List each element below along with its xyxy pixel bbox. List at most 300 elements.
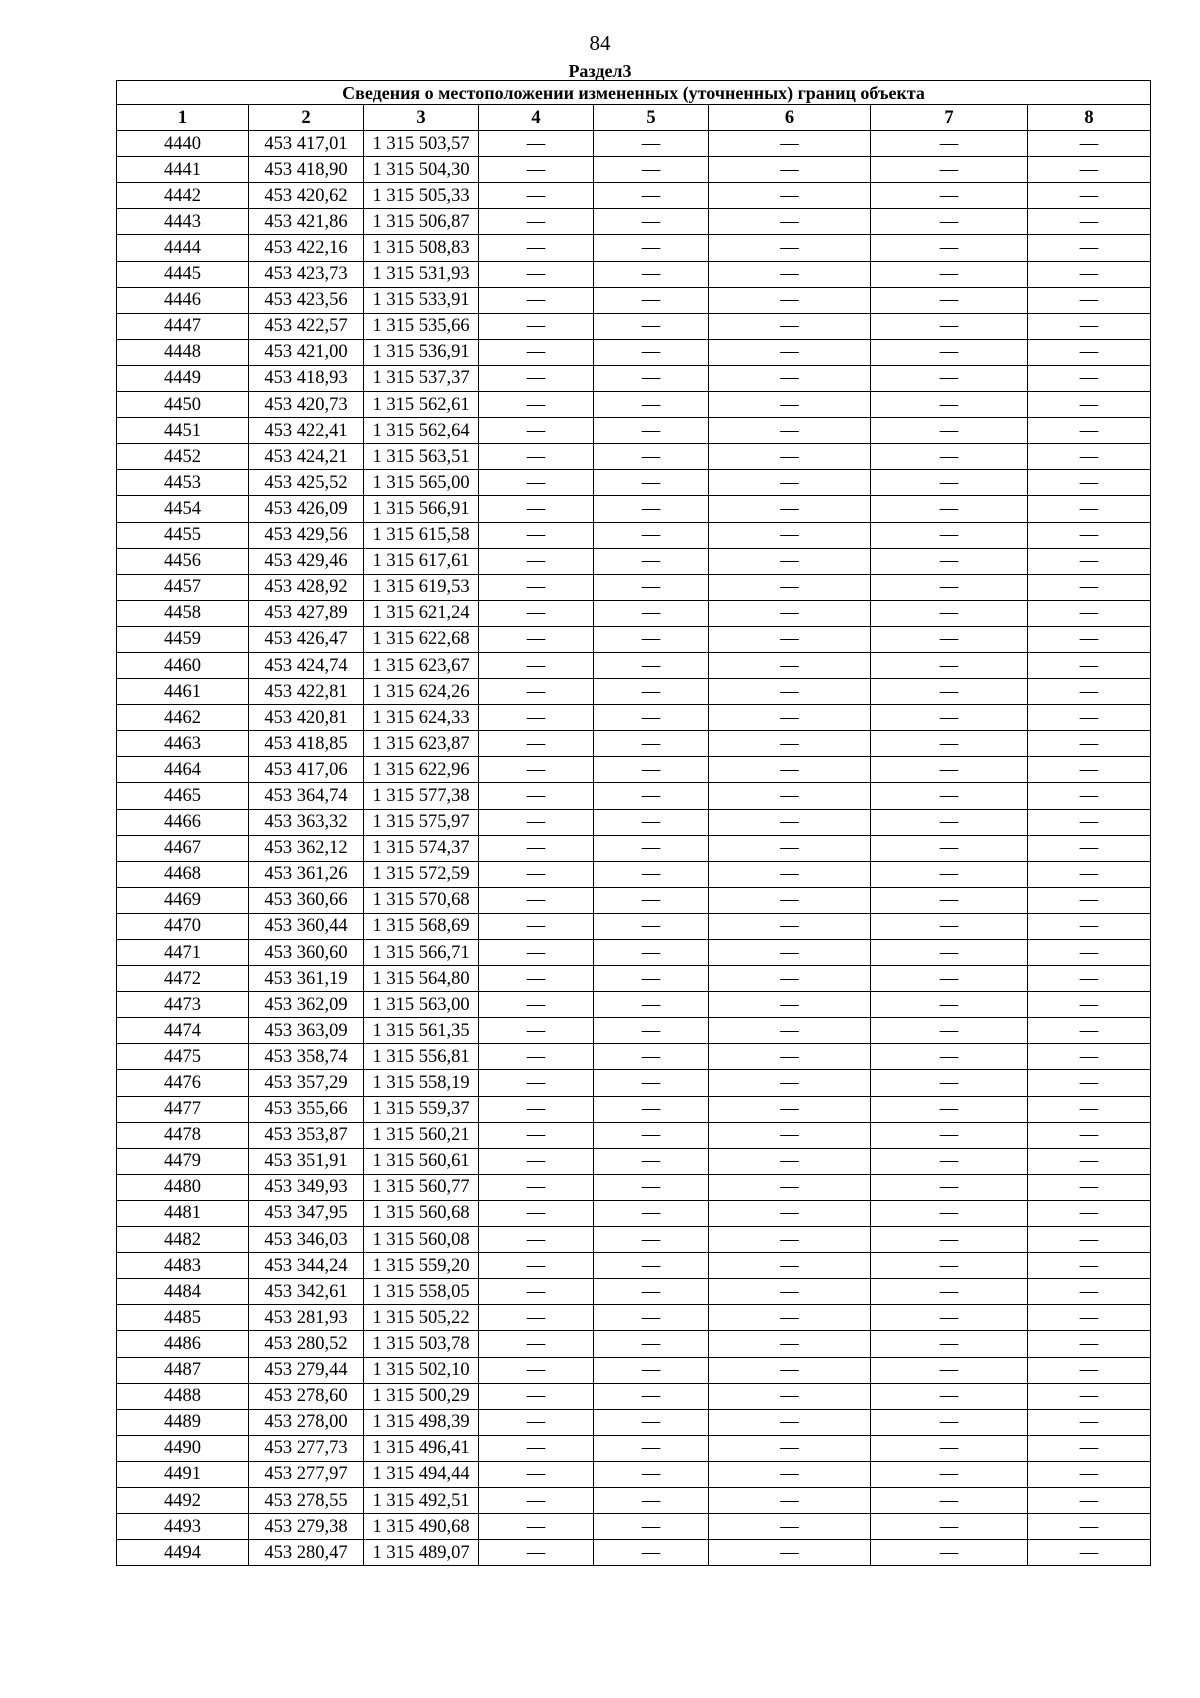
empty-value-cell: —	[594, 1044, 709, 1070]
table-row	[117, 470, 1151, 496]
empty-value-cell: —	[709, 1305, 871, 1331]
empty-value-cell: —	[871, 418, 1028, 444]
empty-value-cell: —	[594, 444, 709, 470]
point-number-cell: 4448	[117, 339, 249, 365]
empty-value-cell: —	[1028, 1461, 1151, 1487]
empty-value-cell: —	[1028, 574, 1151, 600]
empty-value-cell: —	[709, 835, 871, 861]
empty-value-cell: —	[871, 444, 1028, 470]
empty-value-cell: —	[709, 261, 871, 287]
point-number-cell: 4468	[117, 861, 249, 887]
empty-value-cell: —	[871, 522, 1028, 548]
x-coordinate-cell: 453 422,41	[249, 418, 364, 444]
table-row	[117, 1461, 1151, 1487]
empty-value-cell: —	[1028, 339, 1151, 365]
empty-value-cell: —	[871, 1253, 1028, 1279]
empty-value-cell: —	[594, 1357, 709, 1383]
x-coordinate-cell: 453 423,56	[249, 287, 364, 313]
page-number: 84	[589, 31, 611, 55]
empty-value-cell: —	[479, 131, 594, 157]
empty-value-cell: —	[594, 522, 709, 548]
y-coordinate-cell: 1 315 496,41	[364, 1435, 479, 1461]
empty-value-cell: —	[871, 861, 1028, 887]
empty-value-cell: —	[1028, 731, 1151, 757]
table-row	[117, 1018, 1151, 1044]
point-number-cell: 4483	[117, 1253, 249, 1279]
x-coordinate-cell: 453 420,62	[249, 183, 364, 209]
empty-value-cell: —	[1028, 809, 1151, 835]
table-row	[117, 548, 1151, 574]
x-coordinate-cell: 453 278,60	[249, 1383, 364, 1409]
empty-value-cell: —	[479, 887, 594, 913]
empty-value-cell: —	[709, 809, 871, 835]
empty-value-cell: —	[1028, 261, 1151, 287]
empty-value-cell: —	[1028, 600, 1151, 626]
empty-value-cell: —	[479, 835, 594, 861]
y-coordinate-cell: 1 315 615,58	[364, 522, 479, 548]
column-header-7: 7	[871, 105, 1028, 131]
empty-value-cell: —	[594, 1540, 709, 1566]
empty-value-cell: —	[479, 1409, 594, 1435]
point-number-cell: 4473	[117, 992, 249, 1018]
empty-value-cell: —	[594, 1305, 709, 1331]
empty-value-cell: —	[709, 548, 871, 574]
table-row	[117, 1200, 1151, 1226]
empty-value-cell: —	[1028, 626, 1151, 652]
table-row	[117, 913, 1151, 939]
point-number-cell: 4480	[117, 1174, 249, 1200]
y-coordinate-cell: 1 315 506,87	[364, 209, 479, 235]
y-coordinate-cell: 1 315 561,35	[364, 1018, 479, 1044]
empty-value-cell: —	[1028, 757, 1151, 783]
empty-value-cell: —	[1028, 1018, 1151, 1044]
y-coordinate-cell: 1 315 577,38	[364, 783, 479, 809]
empty-value-cell: —	[1028, 209, 1151, 235]
point-number-cell: 4455	[117, 522, 249, 548]
x-coordinate-cell: 453 349,93	[249, 1174, 364, 1200]
empty-value-cell: —	[871, 339, 1028, 365]
empty-value-cell: —	[594, 470, 709, 496]
empty-value-cell: —	[1028, 861, 1151, 887]
empty-value-cell: —	[871, 757, 1028, 783]
empty-value-cell: —	[479, 235, 594, 261]
table-row	[117, 940, 1151, 966]
empty-value-cell: —	[594, 1200, 709, 1226]
empty-value-cell: —	[1028, 1253, 1151, 1279]
empty-value-cell: —	[709, 1070, 871, 1096]
empty-value-cell: —	[479, 652, 594, 678]
empty-value-cell: —	[594, 1331, 709, 1357]
point-number-cell: 4449	[117, 365, 249, 391]
empty-value-cell: —	[479, 1487, 594, 1513]
empty-value-cell: —	[479, 1122, 594, 1148]
empty-value-cell: —	[871, 1148, 1028, 1174]
empty-value-cell: —	[709, 444, 871, 470]
empty-value-cell: —	[1028, 783, 1151, 809]
empty-value-cell: —	[594, 731, 709, 757]
empty-value-cell: —	[1028, 418, 1151, 444]
y-coordinate-cell: 1 315 536,91	[364, 339, 479, 365]
empty-value-cell: —	[594, 1461, 709, 1487]
table-row	[117, 1514, 1151, 1540]
empty-value-cell: —	[479, 574, 594, 600]
empty-value-cell: —	[479, 731, 594, 757]
y-coordinate-cell: 1 315 566,71	[364, 940, 479, 966]
empty-value-cell: —	[479, 1070, 594, 1096]
table-row	[117, 157, 1151, 183]
y-coordinate-cell: 1 315 498,39	[364, 1409, 479, 1435]
empty-value-cell: —	[709, 1148, 871, 1174]
y-coordinate-cell: 1 315 560,77	[364, 1174, 479, 1200]
empty-value-cell: —	[871, 1540, 1028, 1566]
y-coordinate-cell: 1 315 623,87	[364, 731, 479, 757]
x-coordinate-cell: 453 355,66	[249, 1096, 364, 1122]
y-coordinate-cell: 1 315 562,64	[364, 418, 479, 444]
x-coordinate-cell: 453 417,01	[249, 131, 364, 157]
x-coordinate-cell: 453 279,38	[249, 1514, 364, 1540]
empty-value-cell: —	[709, 1435, 871, 1461]
table-row	[117, 496, 1151, 522]
empty-value-cell: —	[871, 235, 1028, 261]
empty-value-cell: —	[594, 940, 709, 966]
empty-value-cell: —	[1028, 1383, 1151, 1409]
empty-value-cell: —	[871, 1200, 1028, 1226]
point-number-cell: 4460	[117, 652, 249, 678]
table-row	[117, 1435, 1151, 1461]
y-coordinate-cell: 1 315 562,61	[364, 392, 479, 418]
y-coordinate-cell: 1 315 564,80	[364, 966, 479, 992]
y-coordinate-cell: 1 315 560,61	[364, 1148, 479, 1174]
empty-value-cell: —	[709, 522, 871, 548]
empty-value-cell: —	[594, 835, 709, 861]
table-row	[117, 1487, 1151, 1513]
empty-value-cell: —	[871, 1435, 1028, 1461]
point-number-cell: 4466	[117, 809, 249, 835]
point-number-cell: 4446	[117, 287, 249, 313]
table-row	[117, 757, 1151, 783]
point-number-cell: 4456	[117, 548, 249, 574]
point-number-cell: 4451	[117, 418, 249, 444]
point-number-cell: 4474	[117, 1018, 249, 1044]
empty-value-cell: —	[479, 705, 594, 731]
point-number-cell: 4440	[117, 131, 249, 157]
empty-value-cell: —	[594, 313, 709, 339]
empty-value-cell: —	[594, 1018, 709, 1044]
table-row	[117, 652, 1151, 678]
point-number-cell: 4465	[117, 783, 249, 809]
y-coordinate-cell: 1 315 494,44	[364, 1461, 479, 1487]
point-number-cell: 4482	[117, 1227, 249, 1253]
y-coordinate-cell: 1 315 504,30	[364, 157, 479, 183]
y-coordinate-cell: 1 315 622,96	[364, 757, 479, 783]
empty-value-cell: —	[479, 1357, 594, 1383]
x-coordinate-cell: 453 351,91	[249, 1148, 364, 1174]
y-coordinate-cell: 1 315 559,20	[364, 1253, 479, 1279]
table-row	[117, 287, 1151, 313]
table-row	[117, 1409, 1151, 1435]
empty-value-cell: —	[594, 1148, 709, 1174]
empty-value-cell: —	[479, 1383, 594, 1409]
empty-value-cell: —	[709, 626, 871, 652]
point-number-cell: 4486	[117, 1331, 249, 1357]
empty-value-cell: —	[479, 913, 594, 939]
column-header-6: 6	[709, 105, 871, 131]
x-coordinate-cell: 453 364,74	[249, 783, 364, 809]
empty-value-cell: —	[1028, 679, 1151, 705]
empty-value-cell: —	[871, 131, 1028, 157]
empty-value-cell: —	[709, 574, 871, 600]
empty-value-cell: —	[1028, 1174, 1151, 1200]
y-coordinate-cell: 1 315 556,81	[364, 1044, 479, 1070]
empty-value-cell: —	[1028, 548, 1151, 574]
empty-value-cell: —	[709, 1200, 871, 1226]
column-header-row	[117, 105, 1151, 131]
empty-value-cell: —	[594, 966, 709, 992]
empty-value-cell: —	[709, 1044, 871, 1070]
table-row	[117, 313, 1151, 339]
empty-value-cell: —	[871, 652, 1028, 678]
x-coordinate-cell: 453 277,73	[249, 1435, 364, 1461]
empty-value-cell: —	[709, 157, 871, 183]
y-coordinate-cell: 1 315 565,00	[364, 470, 479, 496]
table-row	[117, 339, 1151, 365]
empty-value-cell: —	[709, 887, 871, 913]
empty-value-cell: —	[709, 652, 871, 678]
empty-value-cell: —	[871, 496, 1028, 522]
empty-value-cell: —	[709, 418, 871, 444]
point-number-cell: 4443	[117, 209, 249, 235]
empty-value-cell: —	[1028, 940, 1151, 966]
x-coordinate-cell: 453 347,95	[249, 1200, 364, 1226]
empty-value-cell: —	[479, 392, 594, 418]
empty-value-cell: —	[709, 913, 871, 939]
empty-value-cell: —	[1028, 1514, 1151, 1540]
x-coordinate-cell: 453 361,19	[249, 966, 364, 992]
x-coordinate-cell: 453 353,87	[249, 1122, 364, 1148]
table-row	[117, 444, 1151, 470]
table-row	[117, 731, 1151, 757]
table-row	[117, 1305, 1151, 1331]
empty-value-cell: —	[709, 1227, 871, 1253]
empty-value-cell: —	[709, 1487, 871, 1513]
table-row	[117, 183, 1151, 209]
x-coordinate-cell: 453 362,12	[249, 835, 364, 861]
table-row	[117, 600, 1151, 626]
x-coordinate-cell: 453 422,81	[249, 679, 364, 705]
empty-value-cell: —	[871, 679, 1028, 705]
x-coordinate-cell: 453 418,90	[249, 157, 364, 183]
x-coordinate-cell: 453 424,74	[249, 652, 364, 678]
table-row	[117, 261, 1151, 287]
point-number-cell: 4494	[117, 1540, 249, 1566]
column-header-5: 5	[594, 105, 709, 131]
empty-value-cell: —	[709, 1514, 871, 1540]
table-row	[117, 809, 1151, 835]
empty-value-cell: —	[709, 339, 871, 365]
x-coordinate-cell: 453 429,56	[249, 522, 364, 548]
empty-value-cell: —	[594, 1409, 709, 1435]
table-row	[117, 1227, 1151, 1253]
point-number-cell: 4467	[117, 835, 249, 861]
empty-value-cell: —	[709, 940, 871, 966]
column-header-2: 2	[249, 105, 364, 131]
coordinates-table	[116, 80, 1151, 1566]
empty-value-cell: —	[1028, 313, 1151, 339]
y-coordinate-cell: 1 315 503,78	[364, 1331, 479, 1357]
empty-value-cell: —	[709, 287, 871, 313]
x-coordinate-cell: 453 363,09	[249, 1018, 364, 1044]
empty-value-cell: —	[1028, 1331, 1151, 1357]
x-coordinate-cell: 453 426,09	[249, 496, 364, 522]
y-coordinate-cell: 1 315 568,69	[364, 913, 479, 939]
y-coordinate-cell: 1 315 622,68	[364, 626, 479, 652]
point-number-cell: 4458	[117, 600, 249, 626]
x-coordinate-cell: 453 361,26	[249, 861, 364, 887]
y-coordinate-cell: 1 315 492,51	[364, 1487, 479, 1513]
empty-value-cell: —	[709, 1018, 871, 1044]
point-number-cell: 4471	[117, 940, 249, 966]
table-row	[117, 1070, 1151, 1096]
empty-value-cell: —	[709, 679, 871, 705]
empty-value-cell: —	[871, 261, 1028, 287]
empty-value-cell: —	[709, 1279, 871, 1305]
empty-value-cell: —	[594, 365, 709, 391]
empty-value-cell: —	[871, 1279, 1028, 1305]
empty-value-cell: —	[594, 992, 709, 1018]
point-number-cell: 4447	[117, 313, 249, 339]
empty-value-cell: —	[1028, 835, 1151, 861]
x-coordinate-cell: 453 280,52	[249, 1331, 364, 1357]
empty-value-cell: —	[594, 496, 709, 522]
x-coordinate-cell: 453 342,61	[249, 1279, 364, 1305]
point-number-cell: 4484	[117, 1279, 249, 1305]
y-coordinate-cell: 1 315 619,53	[364, 574, 479, 600]
empty-value-cell: —	[594, 261, 709, 287]
point-number-cell: 4444	[117, 235, 249, 261]
empty-value-cell: —	[709, 992, 871, 1018]
empty-value-cell: —	[871, 1487, 1028, 1513]
table-row	[117, 131, 1151, 157]
empty-value-cell: —	[1028, 1357, 1151, 1383]
empty-value-cell: —	[871, 913, 1028, 939]
empty-value-cell: —	[871, 1044, 1028, 1070]
empty-value-cell: —	[479, 365, 594, 391]
empty-value-cell: —	[479, 1540, 594, 1566]
empty-value-cell: —	[871, 157, 1028, 183]
empty-value-cell: —	[479, 861, 594, 887]
empty-value-cell: —	[479, 679, 594, 705]
empty-value-cell: —	[594, 574, 709, 600]
table-row	[117, 574, 1151, 600]
y-coordinate-cell: 1 315 533,91	[364, 287, 479, 313]
empty-value-cell: —	[871, 392, 1028, 418]
empty-value-cell: —	[871, 1096, 1028, 1122]
empty-value-cell: —	[594, 626, 709, 652]
y-coordinate-cell: 1 315 570,68	[364, 887, 479, 913]
point-number-cell: 4450	[117, 392, 249, 418]
empty-value-cell: —	[709, 1253, 871, 1279]
empty-value-cell: —	[594, 1514, 709, 1540]
table-row	[117, 1279, 1151, 1305]
empty-value-cell: —	[479, 757, 594, 783]
empty-value-cell: —	[1028, 1200, 1151, 1226]
point-number-cell: 4469	[117, 887, 249, 913]
x-coordinate-cell: 453 279,44	[249, 1357, 364, 1383]
point-number-cell: 4452	[117, 444, 249, 470]
empty-value-cell: —	[709, 1409, 871, 1435]
point-number-cell: 4441	[117, 157, 249, 183]
table-row	[117, 1096, 1151, 1122]
empty-value-cell: —	[594, 157, 709, 183]
point-number-cell: 4493	[117, 1514, 249, 1540]
empty-value-cell: —	[479, 157, 594, 183]
empty-value-cell: —	[479, 261, 594, 287]
empty-value-cell: —	[479, 444, 594, 470]
empty-value-cell: —	[871, 470, 1028, 496]
empty-value-cell: —	[594, 418, 709, 444]
empty-value-cell: —	[709, 1331, 871, 1357]
y-coordinate-cell: 1 315 505,33	[364, 183, 479, 209]
empty-value-cell: —	[479, 496, 594, 522]
empty-value-cell: —	[871, 287, 1028, 313]
empty-value-cell: —	[479, 626, 594, 652]
empty-value-cell: —	[1028, 1435, 1151, 1461]
point-number-cell: 4489	[117, 1409, 249, 1435]
empty-value-cell: —	[709, 705, 871, 731]
empty-value-cell: —	[871, 1122, 1028, 1148]
x-coordinate-cell: 453 278,55	[249, 1487, 364, 1513]
empty-value-cell: —	[709, 131, 871, 157]
point-number-cell: 4457	[117, 574, 249, 600]
table-row	[117, 1122, 1151, 1148]
empty-value-cell: —	[594, 1435, 709, 1461]
empty-value-cell: —	[871, 1174, 1028, 1200]
point-number-cell: 4479	[117, 1148, 249, 1174]
empty-value-cell: —	[871, 548, 1028, 574]
table-row	[117, 1357, 1151, 1383]
table-row	[117, 418, 1151, 444]
point-number-cell: 4463	[117, 731, 249, 757]
y-coordinate-cell: 1 315 624,26	[364, 679, 479, 705]
table-row	[117, 1174, 1151, 1200]
empty-value-cell: —	[594, 809, 709, 835]
column-header-4: 4	[479, 105, 594, 131]
empty-value-cell: —	[871, 1070, 1028, 1096]
point-number-cell: 4478	[117, 1122, 249, 1148]
table-row	[117, 861, 1151, 887]
empty-value-cell: —	[871, 940, 1028, 966]
empty-value-cell: —	[709, 1357, 871, 1383]
point-number-cell: 4453	[117, 470, 249, 496]
empty-value-cell: —	[709, 1383, 871, 1409]
y-coordinate-cell: 1 315 563,00	[364, 992, 479, 1018]
x-coordinate-cell: 453 360,66	[249, 887, 364, 913]
empty-value-cell: —	[1028, 652, 1151, 678]
empty-value-cell: —	[479, 339, 594, 365]
empty-value-cell: —	[871, 313, 1028, 339]
table-row	[117, 626, 1151, 652]
empty-value-cell: —	[871, 183, 1028, 209]
empty-value-cell: —	[709, 313, 871, 339]
empty-value-cell: —	[1028, 157, 1151, 183]
empty-value-cell: —	[479, 287, 594, 313]
empty-value-cell: —	[479, 783, 594, 809]
point-number-cell: 4472	[117, 966, 249, 992]
empty-value-cell: —	[871, 809, 1028, 835]
x-coordinate-cell: 453 357,29	[249, 1070, 364, 1096]
empty-value-cell: —	[871, 626, 1028, 652]
table-row	[117, 835, 1151, 861]
